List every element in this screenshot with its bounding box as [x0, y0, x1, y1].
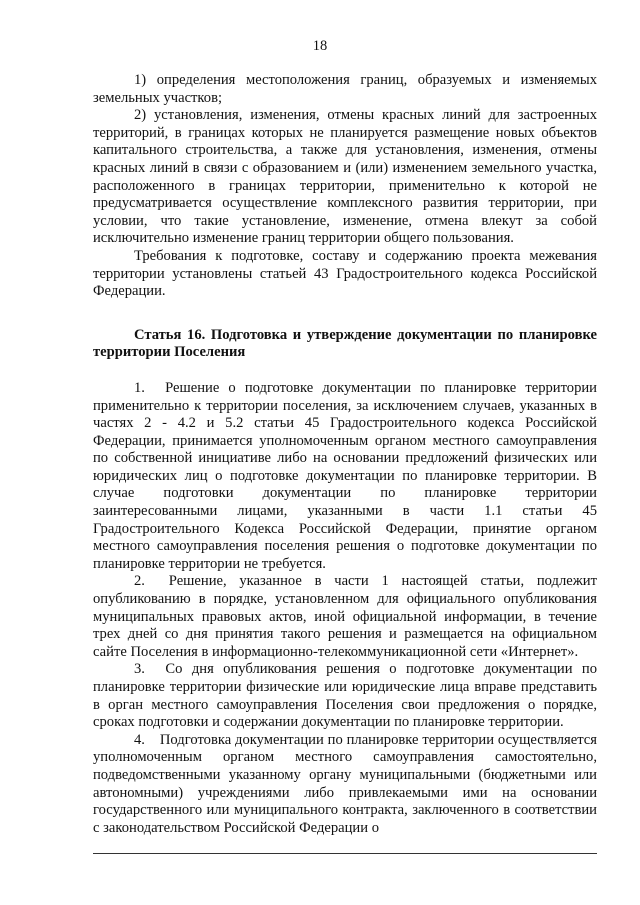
footer-divider	[93, 853, 597, 854]
clause-number: 4.	[134, 731, 145, 748]
page-number: 18	[312, 38, 328, 54]
clause-2	[93, 573, 597, 661]
document-body	[93, 72, 597, 837]
clause-text: Подготовка документации по планировке территории осуществляется уполномоченным органом местного самоуправления самостоятельно, подведомственными указанному органу муниципальными (бюджетными или автономными) учреждениями либо привлекаемыми ими на основании государственного или муниципального контракта, заключенного в соответствии с законодательством Российской Федерации о	[93, 731, 597, 836]
intro-paragraph-2: 2) установления, изменения, отмены красных линий для застроенных территорий, в границах которых не планируется размещение новых объектов капитального строительства, а также для установления, изменения, отмены красных линий в связи с образованием и (или) изменением земельного участка, расположенного в границах территории, применительно к которой не предусматривается осуществление комплексного развития территории, при условии, что такие установление, изменение, отмена влекут за собой исключительно изменение границ территории общего пользования.	[93, 107, 597, 247]
article-heading: Статья 16. Подготовка и утверждение документации по планировке территории Поселения	[93, 326, 597, 361]
clause-text: Со дня опубликования решения о подготовке документации по планировке территории физические или юридические лица вправе представить в орган местного самоуправления Поселения свои предложения о порядке, сроках подготовки и содержании документации по планировке территории.	[93, 661, 598, 731]
intro-paragraph-1: 1) определения местоположения границ, образуемых и изменяемых земельных участков;	[93, 72, 597, 106]
clause-3	[93, 661, 597, 731]
clause-text: Решение, указанное в части 1 настоящей статьи, подлежит опубликованию в порядке, установленном для официального опубликования муниципальных правовых актов, иной официальной информации, в течение трех дней со дня принятия такого решения и размещается на официальном сайте Поселения в информационно-телекоммуникационной сети «Интернет».	[93, 573, 597, 660]
clause-4	[93, 732, 597, 838]
intro-paragraph-3: Требования к подготовке, составу и содержанию проекта межевания территории установлены статьей 43 Градостроительного кодекса Российской Федерации.	[93, 247, 597, 300]
clause-number: 1.	[134, 379, 145, 396]
clause-number: 3.	[134, 661, 145, 678]
clause-1	[93, 380, 597, 574]
clause-number: 2.	[134, 573, 145, 590]
clause-text: Решение о подготовке документации по планировке территории применительно к территории поселения, за исключением случаев, указанных в частях 2 - 4.2 и 5.2 статьи 45 Градостроительного кодекса Российской Федерации, принимается уполномоченным органом местного самоуправления по собственной инициативе либо на основании предложений физических или юридических лиц о подготовке документации по планировке территории. В случае подготовки документации по планировке территории заинтересованными лицами, указанными в части 1.1 статьи 45 Градостроительного Кодекса Российской Федерации, принятие органом местного самоуправления поселения решения о подготовке документации по планировке территории не требуется.	[93, 379, 597, 572]
